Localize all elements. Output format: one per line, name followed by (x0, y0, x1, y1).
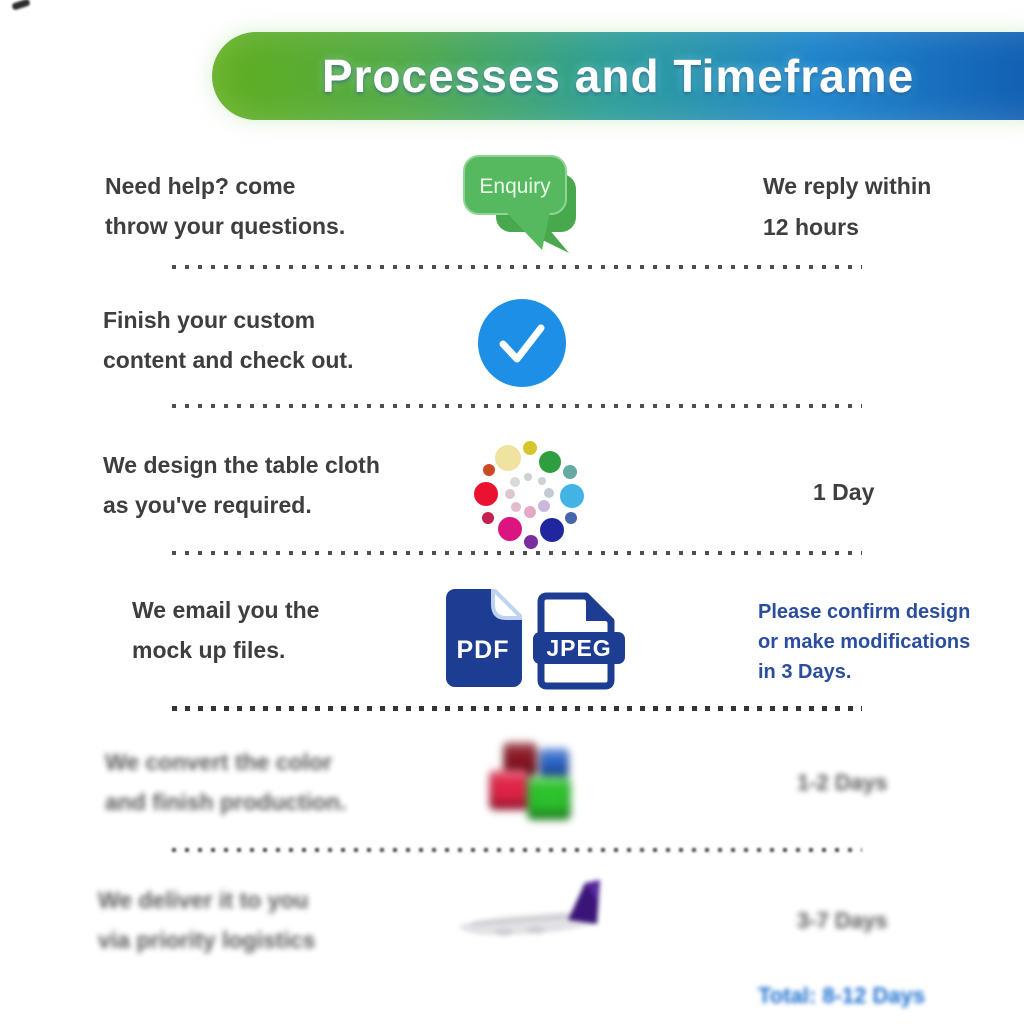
step-6-line-1: We deliver it to you (98, 887, 309, 913)
palette-dot (538, 500, 550, 512)
dotted-separator-4 (172, 706, 862, 711)
palette-dot (483, 464, 495, 476)
palette-dot (498, 517, 522, 541)
dotted-separator-5 (172, 848, 862, 852)
palette-dot (523, 441, 537, 455)
palette-dot (524, 473, 532, 481)
palette-dot (560, 484, 584, 508)
palette-dot (563, 465, 577, 479)
step-1-line-2: throw your questions. (105, 213, 346, 239)
step-4-timeframe-note (758, 597, 970, 687)
dotted-separator-3 (172, 551, 862, 555)
palette-dot (505, 489, 515, 499)
pdf-icon-label: PDF (456, 636, 510, 664)
dotted-separator-2 (172, 404, 862, 408)
step-1-line-1: Need help? come (105, 173, 296, 199)
palette-dot (474, 482, 498, 506)
step-2-line-1: Finish your custom (103, 307, 316, 333)
step-5-timeframe (797, 762, 888, 803)
step-4-note-line-3: in 3 Days. (758, 661, 852, 683)
step-4-note-line-2: or make modifications (758, 631, 971, 653)
step-3-timeframe (813, 472, 874, 513)
step-4-note-line-1: Please confirm design (758, 601, 971, 623)
step-3-line-1: We design the table cloth (103, 452, 380, 478)
step-4-description (132, 590, 319, 670)
total-timeframe: Total: 8-12 Days (758, 983, 926, 1008)
step-5-line-2: and finish production. (105, 789, 347, 815)
step-3-time-line-1: 1 Day (813, 479, 875, 505)
palette-dot (565, 512, 577, 524)
color-cube (489, 770, 529, 810)
step-5-description (105, 742, 346, 822)
palette-dot (539, 451, 561, 473)
step-3-line-2: as you've required. (103, 492, 312, 518)
color-cube (527, 776, 571, 820)
step-1-description (105, 166, 345, 246)
jpeg-icon-label: JPEG (546, 635, 612, 661)
step-4-line-2: mock up files. (132, 637, 286, 663)
step-2-line-2: content and check out. (103, 347, 354, 373)
step-3-description (103, 445, 380, 525)
step-1-time-line-1: We reply within (763, 173, 932, 199)
step-6-description (98, 880, 315, 960)
page-title: Processes and Timeframe (321, 50, 915, 102)
palette-dot (524, 535, 538, 549)
step-1-time-line-2: 12 hours (763, 214, 859, 240)
color-cubes-icon (483, 740, 575, 822)
palette-dot (510, 477, 520, 487)
header-banner (212, 32, 1024, 120)
corner-mark (11, 0, 30, 11)
dotted-separator-1 (172, 265, 862, 269)
step-2-description (103, 300, 353, 380)
step-6-line-2: via priority logistics (98, 927, 316, 953)
palette-dot (538, 477, 546, 485)
checkmark-circle-icon (477, 298, 567, 388)
color-cube (539, 748, 569, 778)
step-6-timeframe (797, 900, 888, 941)
step-6-time-line-1: 3-7 Days (797, 908, 888, 933)
palette-dot (495, 445, 521, 471)
palette-dot (544, 488, 554, 498)
step-5-line-1: We convert the color (105, 749, 333, 775)
airplane-icon (452, 880, 612, 942)
palette-dot (482, 512, 494, 524)
pdf-file-icon (446, 589, 522, 687)
palette-dot (540, 518, 564, 542)
step-4-line-1: We email you the (132, 597, 320, 623)
step-5-time-line-1: 1-2 Days (797, 770, 888, 795)
enquiry-chat-icon (462, 150, 582, 262)
step-1-timeframe (763, 166, 931, 248)
color-palette-icon (470, 432, 590, 552)
palette-dot (524, 506, 536, 518)
palette-dot (511, 502, 521, 512)
jpeg-file-icon (533, 592, 625, 692)
enquiry-icon-label: Enquiry (479, 175, 551, 198)
